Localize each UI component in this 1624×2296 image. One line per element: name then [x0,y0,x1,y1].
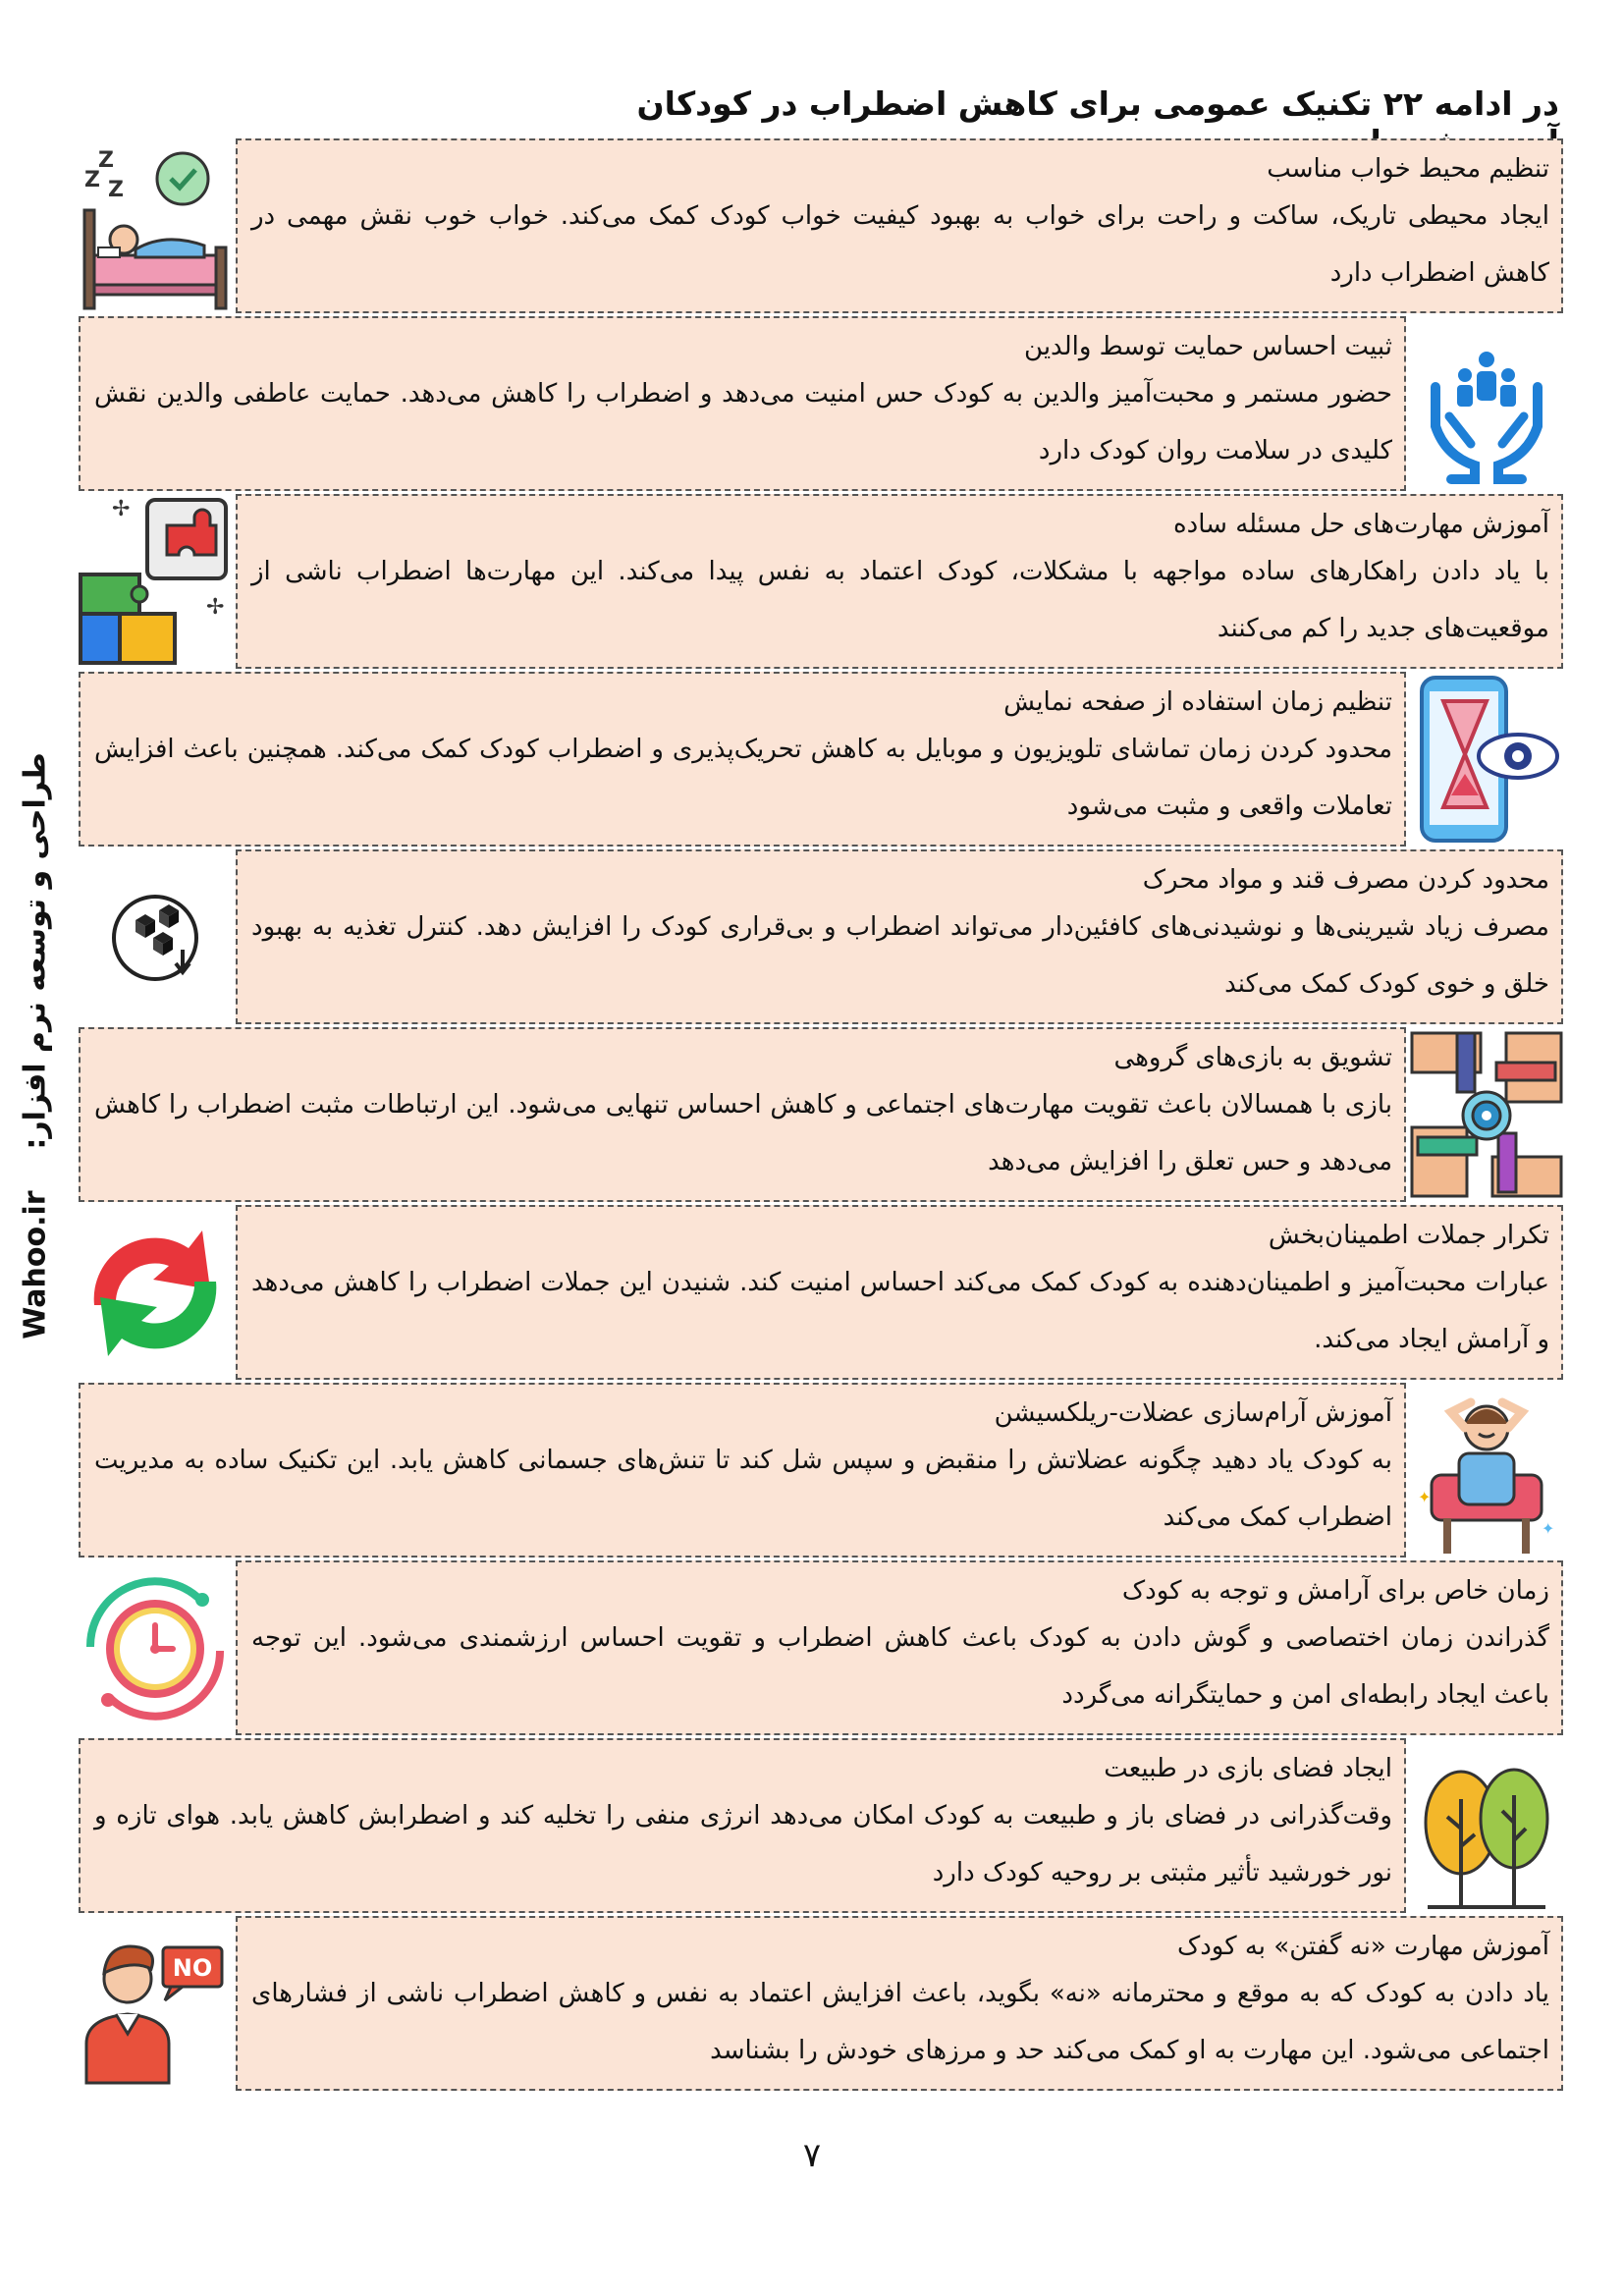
card-body: به کودک یاد دهید چگونه عضلاتش را منقبض و سپس شل کند تا تنش‌های جسمانی کاهش یابد. این تکنیک ساده به مدیریت اضطراب کمک می‌کند [94,1446,1392,1532]
relaxing-person-chair-icon [1408,1385,1565,1557]
card-title: تنظیم زمان استفاده از صفحه نمایش [1003,687,1392,717]
card-body: عبارات محبت‌آمیز و اطمینان‌دهنده به کودک کمک می‌کند احساس امنیت کند. شنیدن این جملات اضطراب را کاهش می‌دهد و آرامش ایجاد می‌کند. [251,1268,1549,1354]
svg-text:✢: ✢ [112,497,131,521]
trees-icon [1408,1740,1565,1912]
svg-text:✢: ✢ [206,595,225,620]
credit-text: طراحی و توسعه نرم افزار: [18,752,53,1150]
card-title: تکرار جملات اطمینان‌بخش [1268,1221,1549,1250]
card-title: محدود کردن مصرف قند و مواد محرک [1142,865,1549,895]
page-heading: در ادامه ۲۲ تکنیک عمومی برای کاهش اضطراب در کودکان [636,84,1559,123]
svg-text:Z: Z [108,178,124,202]
card-body: وقت‌گذرانی در فضای باز و طبیعت به کودک امکان می‌دهد انرژی منفی را تخلیه کند و اضطرابش کاهش یابد. هوای تازه و نور خورشید تأثیر مثبتی بر روحیه کودک دارد [94,1801,1392,1887]
technique-card-9 [236,1560,1563,1735]
card-title: آموزش آرام‌سازی عضلات-ریلکسیشن [994,1398,1392,1428]
technique-card-3 [236,494,1563,669]
puzzle-pieces-icon [77,496,234,668]
technique-card-6 [79,1027,1406,1202]
page-number: ۷ [802,2136,822,2175]
technique-card-11 [236,1916,1563,2091]
technique-card-10 [79,1738,1406,1913]
technique-card-5 [236,849,1563,1024]
technique-card-4 [79,672,1406,847]
technique-card-8 [79,1383,1406,1558]
teamwork-hands-gear-icon [1408,1029,1565,1201]
card-title: آموزش مهارت‌های حل مسئله ساده [1173,510,1549,539]
technique-card-1 [236,138,1563,313]
clock-cycle-icon [77,1562,234,1734]
card-title: ثبیت احساس حمایت توسط والدین [1024,332,1392,361]
card-title: تشویق به بازی‌های گروهی [1113,1043,1392,1072]
side-credit [6,752,65,1339]
card-title: تنظیم محیط خواب مناسب [1267,154,1549,184]
svg-text:Z: Z [84,168,100,192]
phone-hourglass-eye-icon [1408,674,1565,846]
technique-card-7 [236,1205,1563,1380]
card-body: محدود کردن زمان تماشای تلویزیون و موبایل به کاهش تحریک‌پذیری و اضطراب کودک کمک می‌کند. همچنین باعث افزایش تعاملات واقعی و مثبت می‌شود [94,735,1392,821]
repeat-arrows-icon [77,1207,234,1379]
supporting-hands-family-icon [1408,318,1565,490]
svg-text:Z: Z [98,148,114,173]
technique-card-2 [79,316,1406,491]
no-label: NO [172,1954,213,1982]
sleeping-child-bed-icon [77,139,234,311]
svg-text:✦: ✦ [1542,1519,1555,1538]
card-title: ایجاد فضای بازی در طبیعت [1104,1754,1392,1783]
card-body: گذراندن زمان اختصاصی و گوش دادن به کودک باعث کاهش اضطراب و تقویت احساس ارزشمندی می‌شود. این توجه باعث ایجاد رابطه‌ای امن و حمایتگرانه می‌گردد [251,1623,1549,1710]
card-title: آموزش مهارت «نه گفتن» به کودک [1176,1932,1549,1961]
person-saying-no-icon [77,1918,234,2090]
svg-text:✦: ✦ [1418,1488,1432,1506]
card-body: بازی با همسالان باعث تقویت مهارت‌های اجتماعی و کاهش احساس تنهایی می‌شود. این ارتباطات مثبت اضطراب را کاهش می‌دهد و حس تعلق را افزایش می‌دهد [94,1090,1392,1176]
card-body: مصرف زیاد شیرینی‌ها و نوشیدنی‌های کافئین‌دار می‌تواند اضطراب و بی‌قراری کودک را افزایش دهد. کنترل تغذیه به بهبود خلق و خوی کودک کمک می‌کند [251,912,1549,999]
card-body: ایجاد محیطی تاریک، ساکت و راحت برای خواب به بهبود کیفیت خواب کودک کمک می‌کند. خواب خوب نقش مهمی در کاهش اضطراب دارد [251,201,1549,288]
card-title: زمان خاص برای آرامش و توجه به کودک [1121,1576,1549,1606]
credit-site: Wahoo.ir [18,1190,53,1339]
card-body: یاد دادن به کودک که به موقع و محترمانه «نه» بگوید، باعث افزایش اعتماد به نفس و کاهش اضطراب ناشی از فشارهای اجتماعی می‌شود. این مهارت به او کمک می‌کند حد و مرزهای خودش را بشناسد [251,1979,1549,2065]
card-body: حضور مستمر و محبت‌آمیز والدین به کودک حس امنیت می‌دهد و اضطراب را کاهش می‌دهد. حمایت عاطفی والدین نقش کلیدی در سلامت روان کودک دارد [94,379,1392,465]
card-body: با یاد دادن راهکارهای ساده مواجهه با مشکلات، کودک اعتماد به نفس پیدا می‌کند. این مهارت‌ها اضطراب ناشی از موقعیت‌های جدید را کم می‌کنند [251,557,1549,643]
sugar-cubes-down-icon [77,851,234,1023]
